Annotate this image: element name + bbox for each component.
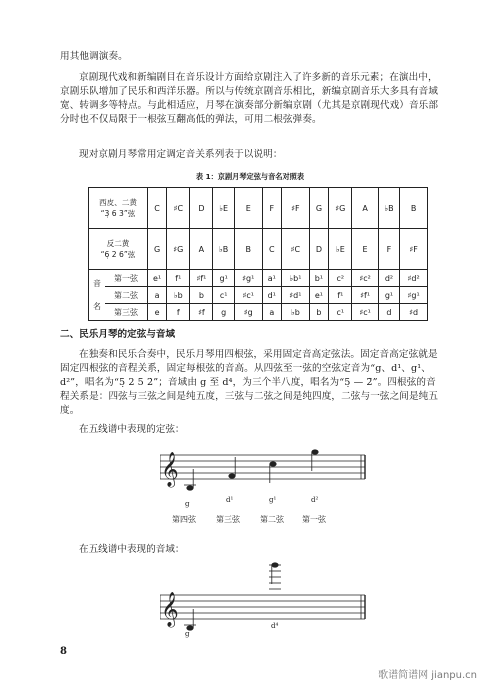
table-cell: A bbox=[190, 229, 213, 270]
row2-label-line1: 反二黄 bbox=[106, 239, 130, 248]
table-cell: ♯C bbox=[167, 188, 190, 229]
table-cell: a bbox=[262, 304, 282, 321]
row2-label bbox=[89, 229, 148, 270]
table-cell: ♯d¹ bbox=[282, 287, 310, 304]
table-cell: ♯g bbox=[234, 304, 262, 321]
table-cell: g¹ bbox=[378, 287, 400, 304]
paragraph-1: 京剧现代戏和新编剧目在音乐设计方面给京剧注入了许多新的音乐元素；在演出中，京剧乐队增加了民乐和西洋乐器。所以与传统京剧音乐相比，新编京剧音乐大多具有音域宽、转调多等特点。与此相适应，月琴在演奏部分新编京剧（尤其是京剧现代戏）音乐部分时也不仅局限于一根弦互翻高低的弹法，可用二根弦弹奏。 bbox=[60, 72, 439, 125]
table-cell: f¹ bbox=[167, 270, 190, 287]
string-label: 第三弦 bbox=[105, 304, 148, 321]
table-cell: ♯f¹ bbox=[352, 287, 378, 304]
table-cell: e bbox=[148, 304, 167, 321]
table-cell: b bbox=[190, 287, 213, 304]
table-cell: G bbox=[148, 229, 167, 270]
table-cell: ♯F bbox=[400, 229, 428, 270]
table-cell: d¹ bbox=[262, 287, 282, 304]
staff2-label: 在五线谱中表现的音域： bbox=[79, 544, 185, 555]
table-caption: 表 1：京剧月琴定弦与音名对照表 bbox=[195, 172, 305, 181]
table-row bbox=[89, 188, 428, 229]
table-cell: D bbox=[309, 229, 329, 270]
row2-label-line2: “6̣ 2 6”弦 bbox=[100, 250, 136, 259]
table-cell: g bbox=[213, 304, 235, 321]
table-cell: B bbox=[234, 229, 262, 270]
page-number: 8 bbox=[60, 646, 67, 657]
table-cell: ♯g¹ bbox=[234, 270, 262, 287]
table-cell: G bbox=[309, 188, 329, 229]
string-label: 第二弦 bbox=[105, 287, 148, 304]
note-g1 bbox=[269, 461, 276, 466]
table-cell: ♯C bbox=[282, 229, 310, 270]
table-cell: F bbox=[262, 188, 282, 229]
string-label: 第一弦 bbox=[105, 270, 148, 287]
side-label bbox=[89, 270, 106, 321]
note-d1 bbox=[228, 473, 235, 478]
side-label-top: 音 bbox=[93, 279, 101, 288]
string-name: 第一弦 bbox=[302, 515, 326, 524]
paragraph-0: 用其他调演奏。 bbox=[60, 51, 128, 62]
staff1-notation bbox=[160, 445, 370, 505]
table-cell: ♯d² bbox=[400, 270, 428, 287]
string-name: 第三弦 bbox=[216, 515, 240, 524]
table-cell: g¹ bbox=[213, 270, 235, 287]
side-label-bottom: 名 bbox=[93, 302, 101, 311]
table-cell: ♯c¹ bbox=[352, 304, 378, 321]
table-cell: f bbox=[167, 304, 190, 321]
table-cell: ♭B bbox=[378, 188, 400, 229]
row1-label bbox=[89, 188, 148, 229]
table-cell: d² bbox=[378, 270, 400, 287]
table-cell: D bbox=[190, 188, 213, 229]
treble-clef-icon: 𝄞 bbox=[161, 592, 179, 627]
table-cell: f¹ bbox=[329, 287, 352, 304]
table-cell: ♯c¹ bbox=[234, 287, 262, 304]
tuning-table bbox=[88, 187, 428, 321]
staff1-note-label: g¹ bbox=[269, 496, 277, 504]
row1-label-line1: 西皮、二黄 bbox=[99, 198, 137, 207]
table-cell: ♯f¹ bbox=[190, 270, 213, 287]
paragraph-2: 现对京剧月琴常用定调定音关系列表于以说明： bbox=[79, 149, 283, 160]
table-row bbox=[89, 304, 428, 321]
table-row bbox=[89, 287, 428, 304]
table-cell: C bbox=[148, 188, 167, 229]
paragraph-3: 在独奏和民乐合奏中，民乐月琴用四根弦，采用固定音高定弦法。固定音高定弦就是固定四根弦的音程关系，固定每根弦的音高。从四弦至一弦的空弦定音为“g、d¹、g¹、d²”，唱名为“5̣ 2 5 2̇”；音域由 g 至 d⁴，为三个半八度，唱名为“5̣ — 2̈”。四根弦的音程关系是：四弦与三弦之间是纯五度，三弦与二弦之间是纯四度，二弦与一弦之间是纯五度。 bbox=[60, 349, 439, 416]
table-cell: ♯F bbox=[282, 188, 310, 229]
table-cell: ♯g¹ bbox=[400, 287, 428, 304]
section-heading: 二、民乐月琴的定弦与音域 bbox=[60, 329, 176, 340]
table-cell: e¹ bbox=[148, 270, 167, 287]
table-cell: a bbox=[148, 287, 167, 304]
staff2-note-label: d⁴ bbox=[271, 622, 279, 630]
table-row bbox=[89, 270, 428, 287]
table-cell: ♯G bbox=[167, 229, 190, 270]
table-cell: c¹ bbox=[329, 304, 352, 321]
staff1-note-label: g bbox=[185, 500, 190, 508]
staff1-label: 在五线谱中表现的定弦： bbox=[79, 424, 185, 435]
table-cell: E bbox=[234, 188, 262, 229]
treble-clef-icon: 𝄞 bbox=[161, 452, 179, 487]
watermark: 歌谱简谱网 jianpu.cn bbox=[378, 670, 477, 681]
table-cell: A bbox=[352, 188, 378, 229]
table-cell: ♯G bbox=[329, 188, 352, 229]
table-cell: a¹ bbox=[262, 270, 282, 287]
staff1-note-label: d² bbox=[311, 496, 319, 504]
row1-label-line2: “3̣ 6 3”弦 bbox=[100, 209, 136, 218]
table-cell: c² bbox=[329, 270, 352, 287]
table-cell: ♯f bbox=[190, 304, 213, 321]
table-cell: ♭B bbox=[213, 229, 235, 270]
table-cell: ♭b¹ bbox=[282, 270, 310, 287]
staff1-note-label: d¹ bbox=[226, 496, 234, 504]
table-cell: E bbox=[352, 229, 378, 270]
table-cell: ♭E bbox=[213, 188, 235, 229]
note-g bbox=[186, 485, 193, 490]
table-cell: d bbox=[378, 304, 400, 321]
table-cell: b bbox=[309, 304, 329, 321]
table-cell: B bbox=[400, 188, 428, 229]
table-cell: ♭b bbox=[282, 304, 310, 321]
table-cell: ♯c² bbox=[352, 270, 378, 287]
table-cell: c¹ bbox=[213, 287, 235, 304]
staff2-note-label: g bbox=[185, 630, 190, 638]
table-cell: F bbox=[378, 229, 400, 270]
table-cell: C bbox=[262, 229, 282, 270]
table-cell: b¹ bbox=[309, 270, 329, 287]
table-cell: ♭E bbox=[329, 229, 352, 270]
table-row bbox=[89, 229, 428, 270]
note-d2 bbox=[311, 449, 318, 454]
table-cell: e¹ bbox=[309, 287, 329, 304]
string-name: 第四弦 bbox=[172, 515, 196, 524]
string-name: 第二弦 bbox=[260, 515, 284, 524]
note-d4 bbox=[271, 562, 278, 567]
table-cell: ♭b bbox=[167, 287, 190, 304]
staff2-notation bbox=[160, 560, 370, 644]
table-cell: ♯d bbox=[400, 304, 428, 321]
